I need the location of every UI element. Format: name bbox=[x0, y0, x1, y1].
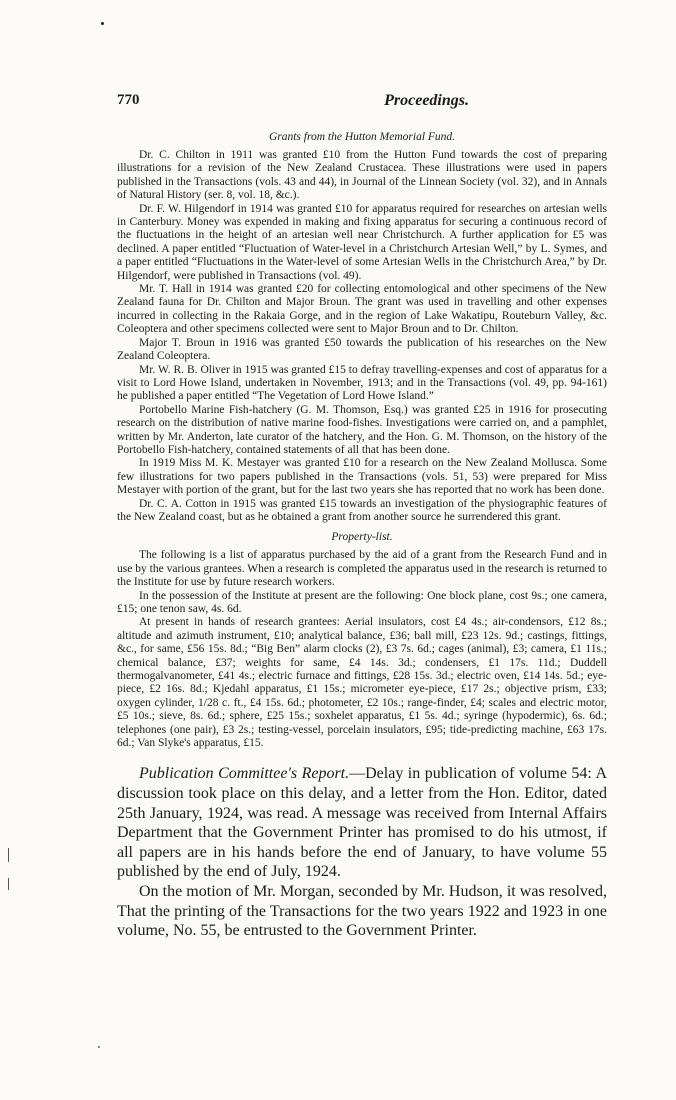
motion-paragraph: On the motion of Mr. Morgan, seconded by Mr. Hudson, it was resolved, That the printing of the Transactions for the two years 1922 and 1923 in one volume, No. 55, be entrusted to the Government Printer. bbox=[117, 883, 607, 940]
page-header bbox=[117, 92, 607, 114]
committee-report-text: —Delay in publication of volume 54: A discussion took place on this delay, and a letter from the Hon. Editor, dated 25th January, 1924, was read. A message was received from Internal Affairs Department that the Government Printer has promised to do his utmost, if all papers are in his hands before the end of January, to have volume 55 published by the end of July, 1924. bbox=[117, 765, 607, 881]
property-section-title: Property-list. bbox=[331, 531, 393, 544]
committee-section bbox=[117, 764, 607, 940]
grants-section bbox=[117, 130, 607, 524]
property-paragraph: At present in hands of research grantees: Aerial insulators, cost £4 4s.; air-condensors, £12 8s.; altitude and azimuth instrument, £10; analytical balance, £36; ball mill, £23 12s. 9d.; castings, fittings, &c., for same, £56 15s. 8d.; “Big Ben” alarm clocks (2), £3 7s. 6d.; cages (animal), £3; camera, £1 11s.; chemical balance, £37; weights for same, £4 14s. 3d.; condensers, £1 17s. 11d.; Duddell thermogalvanometer, £41 4s.; electric furnace and fittings, £28 15s. 3d.; electric oven, £14 14s. 5d.; eye-piece, £2 16s. 8d.; Kjedahl apparatus, £1 15s.; micrometer eye-piece, £17 2s.; objective prism, £33; oxygen cylinder, 1/28 c. ft., £4 15s. 6d.; photometer, £2 10s.; range-finder, £4; scales and electric motor, £5 10s.; sieve, 8s. 6d.; sphere, £25 15s.; soxhelet apparatus, £1 5s. 4d.; syringe (hypodermic), 6s. 6d.; telephones (one pair), £3 2s.; testing-vessel, porcelain insulators, £95; tide-predicting machine, £63 17s. 6d.; Van Slyke's apparatus, £15. bbox=[117, 616, 607, 750]
page-content bbox=[117, 130, 607, 941]
page-number: 770 bbox=[117, 92, 140, 108]
committee-report-lead: Publication Committee's Report. bbox=[139, 765, 350, 783]
bottom-speck bbox=[98, 1046, 100, 1048]
left-margin-mark bbox=[8, 878, 9, 890]
grant-paragraph: Major T. Broun in 1916 was granted £50 towards the publication of his researches on the New Zealand Coleoptera. bbox=[117, 336, 607, 363]
property-section bbox=[117, 530, 607, 750]
left-margin-mark bbox=[8, 848, 9, 862]
grant-paragraph: Dr. C. Chilton in 1911 was granted £10 from the Hutton Fund towards the cost of preparing illustrations for a revision of the New Zealand Crustacea. These illustrations were used in papers published in the Transactions (vols. 43 and 44), in Journal of the Linnean Society (vol. 32), and in Annals of Natural History (ser. 8, vol. 18, &c.). bbox=[117, 149, 607, 202]
property-paragraph: In the possession of the Institute at present are the following: One block plane, cost 9s.; one camera, £15; one tenon saw, 4s. 6d. bbox=[117, 589, 607, 615]
grant-paragraph: Portobello Marine Fish-hatchery (G. M. Thomson, Esq.) was granted £25 in 1916 for prosecuting research on the distribution of native marine food-fishes. Investigations were carried on, and a pamphlet, written by Mr. Anderton, late curator of the hatchery, and the Hon. G. M. Thomson, on the history of the Portobello Fish-hatchery, contained statements of all that has been done. bbox=[117, 403, 607, 456]
property-paragraph: The following is a list of apparatus purchased by the aid of a grant from the Research Fund and in use by the various grantees. When a research is completed the apparatus used in the research is returned to the Institute for use by future research workers. bbox=[117, 549, 607, 589]
committee-report-paragraph bbox=[117, 764, 607, 882]
page-speck bbox=[101, 22, 104, 25]
grant-paragraph: Dr. C. A. Cotton in 1915 was granted £15 towards an investigation of the physiographic features of the New Zealand coast, but as he obtained a grant from another source he surrendered this grant. bbox=[117, 497, 607, 523]
grant-paragraph: Mr. W. R. B. Oliver in 1915 was granted £15 to defray travelling-expenses and cost of apparatus for a visit to Lord Howe Island, undertaken in November, 1913; and in the Transactions (vol. 49, pp. 94-161) he published a paper entitled “The Vegetation of Lord Howe Island.” bbox=[117, 363, 607, 403]
grants-section-title: Grants from the Hutton Memorial Fund. bbox=[268, 131, 456, 143]
grant-paragraph: In 1919 Miss M. K. Mestayer was granted £10 for a research on the New Zealand Mollusca. Some few illustrations for two papers published in the Transactions (vols. 51, 53) were prepared for Miss Mestayer with portion of the grant, but for the last two years she has reported that no work has been done. bbox=[117, 457, 607, 497]
running-head: Proceedings. bbox=[384, 92, 469, 109]
grant-paragraph: Mr. T. Hall in 1914 was granted £20 for collecting entomological and other specimens of the New Zealand fauna for Dr. Chilton and Major Broun. The grant was used in travelling and other expenses incurred in collecting in the Rakaia Gorge, and in the region of Lake Wakatipu, Routeburn Valley, &c. Coleoptera and other specimens collected were sent to Major Broun and to Dr. Chilton. bbox=[117, 283, 607, 336]
grant-paragraph: Dr. F. W. Hilgendorf in 1914 was granted £10 for apparatus required for researches on artesian wells in Canterbury. Money was expended in making and fixing apparatus for securing a continuous record of the fluctuations in the height of an artesian well near Christchurch. A further application for £5 was declined. A paper entitled “Fluctuation of Water-level in a Christchurch Artesian Well,” by L. Symes, and a paper entitled “Fluctuations in the Water-level of some Artesian Wells in the Christchurch Area,” by Dr. Hilgendorf, were published in Transactions (vol. 49). bbox=[117, 202, 607, 282]
